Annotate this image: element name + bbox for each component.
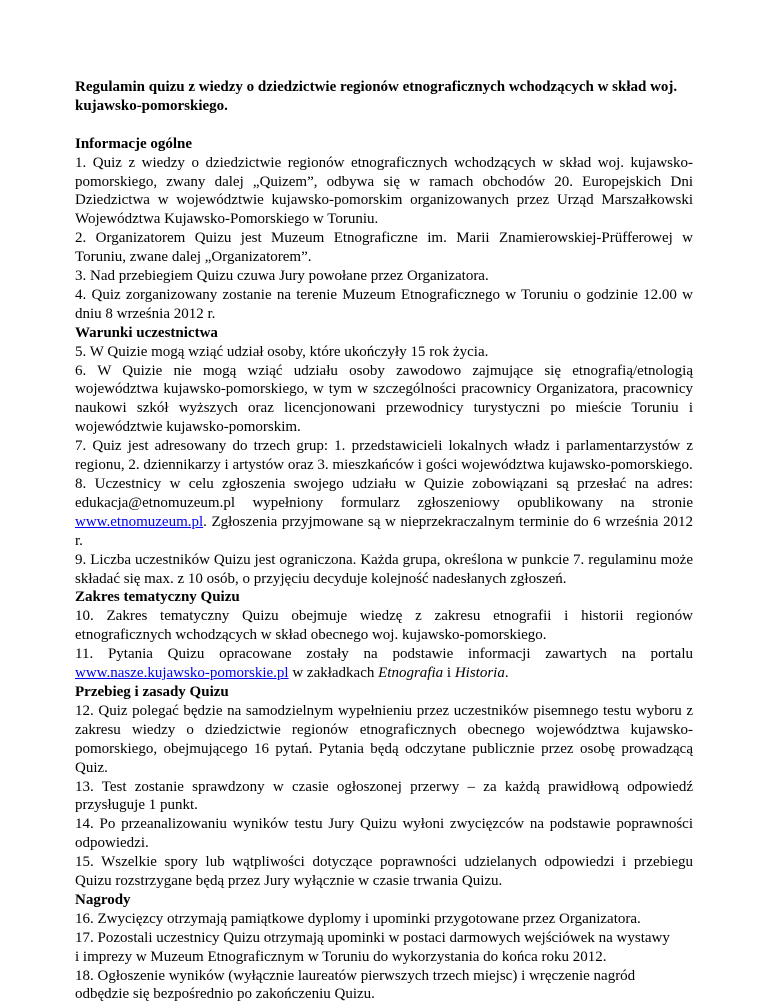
paragraph-8-text-before: 8. Uczestnicy w celu zgłoszenia swojego udziału w Quizie zobowiązani są przesłać na adres: edukacja@etnomuzeum.pl wypełniony formularz zgłoszeniowy opublikowany na stronie: [75, 476, 693, 511]
paragraph-11-text-end: .: [504, 665, 509, 682]
paragraph-2: 2. Organizatorem Quizu jest Muzeum Etnograficzne im. Marii Znamierowskiej-Prüfferowej w Toruniu, zwane dalej „Organizatorem”.: [75, 230, 693, 266]
paragraph-12: 12. Quiz polegać będzie na samodzielnym wypełnieniu przez uczestników pisemnego testu wyboru z zakresu wiedzy o dziedzictwie regionów etnograficznych obecnego województwa kujawsko-pomorskiego, obejmującego 16 pytań. Pytania będą odczytane publicznie przez osobę prowadzącą Quiz.: [75, 702, 693, 776]
paragraph-10: 10. Zakres tematyczny Quizu obejmuje wiedzę z zakresu etnografii i historii regionów etnograficznych wchodzących w skład obecnego woj. kujawsko-pomorskiego.: [75, 608, 693, 644]
paragraph-17-line-1: 17. Pozostali uczestnicy Quizu otrzymają upominki w postaci darmowych wejściówek na wystawy: [75, 929, 670, 946]
paragraph-11-text-before: 11. Pytania Quizu opracowane zostały na podstawie informacji zawartych na portalu: [75, 646, 693, 663]
etnomuzeum-link[interactable]: www.etnomuzeum.pl: [75, 513, 204, 530]
paragraph-18-line-2: odbędzie się bezpośrednio po zakończeniu Quizu.: [75, 986, 375, 1003]
paragraph-5: 5. W Quizie mogą wziąć udział osoby, które ukończyły 15 rok życia.: [75, 343, 489, 360]
paragraph-3: 3. Nad przebiegiem Quizu czuwa Jury powołane przez Organizatora.: [75, 268, 489, 285]
heading-thematic-scope: Zakres tematyczny Quizu: [75, 589, 240, 606]
heading-prizes: Nagrody: [75, 891, 131, 908]
tab-name-etnografia: Etnografia: [378, 665, 444, 682]
paragraph-11: [75, 645, 693, 683]
paragraph-11-text-mid: w zakładkach: [288, 665, 379, 682]
paragraph-8: [75, 475, 693, 551]
heading-participation-conditions: Warunki uczestnictwa: [75, 324, 218, 341]
paragraph-14: 14. Po przeanalizowaniu wyników testu Jury Quizu wyłoni zwycięzców na podstawie poprawności odpowiedzi.: [75, 816, 693, 852]
paragraph-9: 9. Liczba uczestników Quizu jest ograniczona. Każda grupa, określona w punkcie 7. regulaminu może składać się max. z 10 osób, o przyjęciu decyduje kolejność nadesłanych zgłoszeń.: [75, 551, 693, 587]
paragraph-15: 15. Wszelkie spory lub wątpliwości dotyczące poprawności udzielanych odpowiedzi i przebiegu Quizu rozstrzygane będą przez Jury wyłącznie w czasie trwania Quizu.: [75, 854, 693, 890]
paragraph-18-line-1: 18. Ogłoszenie wyników (wyłącznie laureatów pierwszych trzech miejsc) i wręczenie nagród: [75, 967, 636, 984]
heading-general-info: Informacje ogólne: [75, 135, 193, 152]
heading-course-and-rules: Przebieg i zasady Quizu: [75, 683, 229, 700]
document-page: [75, 78, 693, 1004]
paragraph-7: 7. Quiz jest adresowany do trzech grup: 1. przedstawicieli lokalnych władz i parlamentarzystów z regionu, 2. dziennikarzy i artystów oraz 3. mieszkańców i gości województwa kujawsko-pomorskiego.: [75, 438, 693, 474]
paragraph-4: 4. Quiz zorganizowany zostanie na terenie Muzeum Etnograficznego w Toruniu o godzinie 12.00 w dniu 8 września 2012 r.: [75, 286, 693, 322]
paragraph-1: 1. Quiz z wiedzy o dziedzictwie regionów etnograficznych wchodzących w skład woj. kujawsko-pomorskiego, zwany dalej „Quizem”, odbywa się w ramach obchodów 20. Europejskich Dni Dziedzictwa w województwie kujawsko-pomorskim organizowanych przez Urząd Marszałkowski Województwa Kujawsko-Pomorskiego w Toruniu.: [75, 154, 693, 228]
document-title: Regulamin quizu z wiedzy o dziedzictwie regionów etnograficznych wchodzących w skład woj. kujawsko-pomorskiego.: [75, 79, 678, 114]
paragraph-13: 13. Test zostanie sprawdzony w czasie ogłoszonej przerwy – za każdą prawidłową odpowiedź przysługuje 1 punkt.: [75, 778, 693, 814]
paragraph-11-text-and: i: [443, 665, 455, 682]
tab-name-historia: Historia: [454, 665, 505, 682]
paragraph-8-text-after: . Zgłoszenia przyjmowane są w nieprzekraczalnym terminie do 6 września 2012 r.: [75, 513, 693, 549]
nasze-kujawsko-pomorskie-link[interactable]: www.nasze.kujawsko-pomorskie.pl: [75, 665, 289, 682]
paragraph-17-line-2: i imprezy w Muzeum Etnograficznym w Toruniu do wykorzystania do końca roku 2012.: [75, 948, 607, 965]
paragraph-16: 16. Zwycięzcy otrzymają pamiątkowe dyplomy i upominki przygotowane przez Organizatora.: [75, 910, 641, 927]
paragraph-6: 6. W Quizie nie mogą wziąć udziału osoby zawodowo zajmujące się etnografią/etnologią województwa kujawsko-pomorskiego, w tym w szczególności pracownicy Organizatora, pracownicy naukowi szkół wyższych oraz licencjonowani przewodnicy turystyczni po mieście Toruniu i województwie kujawsko-pomorskim.: [75, 362, 693, 436]
